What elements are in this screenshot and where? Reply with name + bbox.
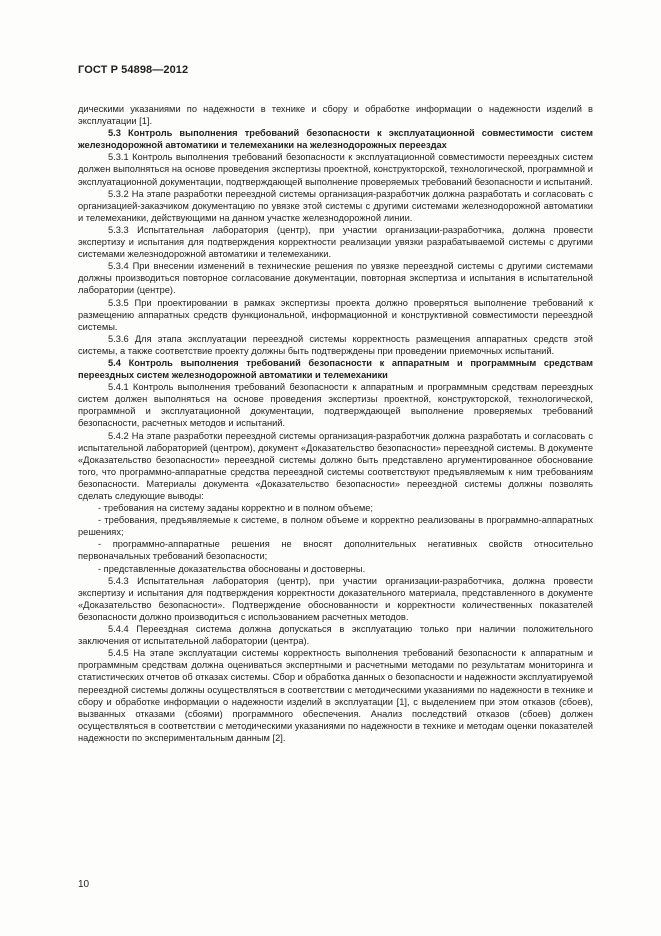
paragraph-continuation: дическими указаниями по надежности в технике и сбору и обработке информации о надежности изделий в эксплуатации [1]. (78, 104, 593, 127)
clause-5-3-2: 5.3.2 На этапе разработки переездной системы организация-разработчик должна разработать и согласовать с организацией-заказчиком документацию по увязке этой системы с другими системами железнодорожной автоматики и телемеханики, действующими на данном участке железнодорожной линии. (78, 188, 593, 223)
clause-5-4-1: 5.4.1 Контроль выполнения требований безопасности к аппаратным и программным средствам переездных систем должен выполняться на основе проведения экспертизы проектной, конструкторской, технологической, программной и эксплуатационной документации, подтверждающей выполнение проверяемых требований безопасности, расчетных методов и испытаний. (78, 382, 593, 429)
clause-5-3-3: 5.3.3 Испытательная лаборатория (центр), при участии организации-разработчика, должна провести экспертизу и испытания для подтверждения корректности реализации увязки разрабатываемой системы с другими системами железнодорожной автоматики и телемеханики. (78, 224, 593, 260)
section-heading-5-3: 5.3 Контроль выполнения требований безопасности к эксплуатационной совместимости систем железнодорожной автоматики и телемеханики на железнодорожных переездах (78, 128, 593, 151)
list-item: - программно-аппаратные решения не вносят дополнительных негативных свойств относительно первоначальных требований безопасности; (78, 539, 593, 562)
document-body (78, 103, 593, 744)
section-heading-5-4: 5.4 Контроль выполнения требований безопасности к аппаратным и программным средствам переездных систем железнодорожной автоматики и телемеханики (78, 357, 593, 381)
clause-5-3-6: 5.3.6 Для этапа эксплуатации переездной системы корректность размещения аппаратных средств этой системы, а также соответствие проекту должны быть подтверждены при проведении приемочных испытаний. (78, 333, 593, 356)
list-item: - требования на систему заданы корректно и в полном объеме; (98, 503, 373, 514)
list-item: - представленные доказательства обоснованы и достоверны. (98, 563, 366, 574)
clause-5-4-2: 5.4.2 На этапе разработки переездной системы организация-разработчик должна разработать и согласовать с испытательной лабораторией (центром), документ «Доказательство безопасности» переездной системы. В документе «Доказательство безопасности» переездной системы должно быть представлено аргументированное обоснование того, что программно-аппаратные средства переездной системы соответствуют предъявляемым к ним требованиям безопасности. Материалы документа «Доказательство безопасности» переездной системы должны позволять сделать следующие выводы: (78, 430, 593, 501)
clause-5-4-3: 5.4.3 Испытательная лаборатория (центр), при участии организации-разработчика, должна провести экспертизу и испытания для подтверждения корректности доказательного материала, представленного в документе «Доказательство безопасности». Подтверждение обоснованности и корректности количественных показателей безопасности должно производиться с использованием расчетных методов. (78, 575, 593, 622)
clause-5-3-4: 5.3.4 При внесении изменений в технические решения по увязке переездной системы с другими системами должны производиться повторное согласование документации, повторная экспертиза и испытания в испытательной лаборатории (центре). (78, 261, 593, 296)
clause-5-3-1: 5.3.1 Контроль выполнения требований безопасности к эксплуатационной совместимости переездных систем должен выполняться на основе проведения экспертизы проектной, конструкторской, технологической, программной и эксплуатационной документации, подтверждающей выполнение проверяемых требований безопасности и испытаний. (78, 152, 593, 187)
clause-5-4-4: 5.4.4 Переездная система должна допускаться в эксплуатацию только при наличии положительного заключения от испытательной лаборатории (центра). (78, 624, 593, 647)
list-item: - требования, предъявляемые к системе, в полном объеме и корректно реализованы в программно-аппаратных решениях; (78, 515, 593, 538)
document-header: ГОСТ Р 54898—2012 (78, 64, 189, 76)
page-number: 10 (78, 879, 90, 890)
clause-5-3-5: 5.3.5 При проектировании в рамках экспертизы проекта должно проверяться выполнение требований к размещению аппаратных средств функциональной, информационной и конструктивной совместимости переездной системы. (78, 297, 593, 332)
clause-5-4-5: 5.4.5 На этапе эксплуатации системы корректность выполнения требований безопасности к аппаратным и программным средствам должна оцениваться экспертными и расчетными методами по результатам мониторинга и статистических отчетов об отказах системы. Сбор и обработка данных о безопасности и надежности эксплуатируемой переездной системы должны осуществляться в соответствии с методическими указаниями по надежности в технике и сбору и обработке информации о надежности изделий в эксплуатации [1], с выделением при этом отказов (сбоев), вызванных отказами (сбоями) программного обеспечения. Анализ последствий отказов (сбоев) должен осуществляться в соответствии с методическими указаниями по надежности в технике и методам оценки показателей надежности по экспериментальным данным [2]. (78, 648, 593, 743)
